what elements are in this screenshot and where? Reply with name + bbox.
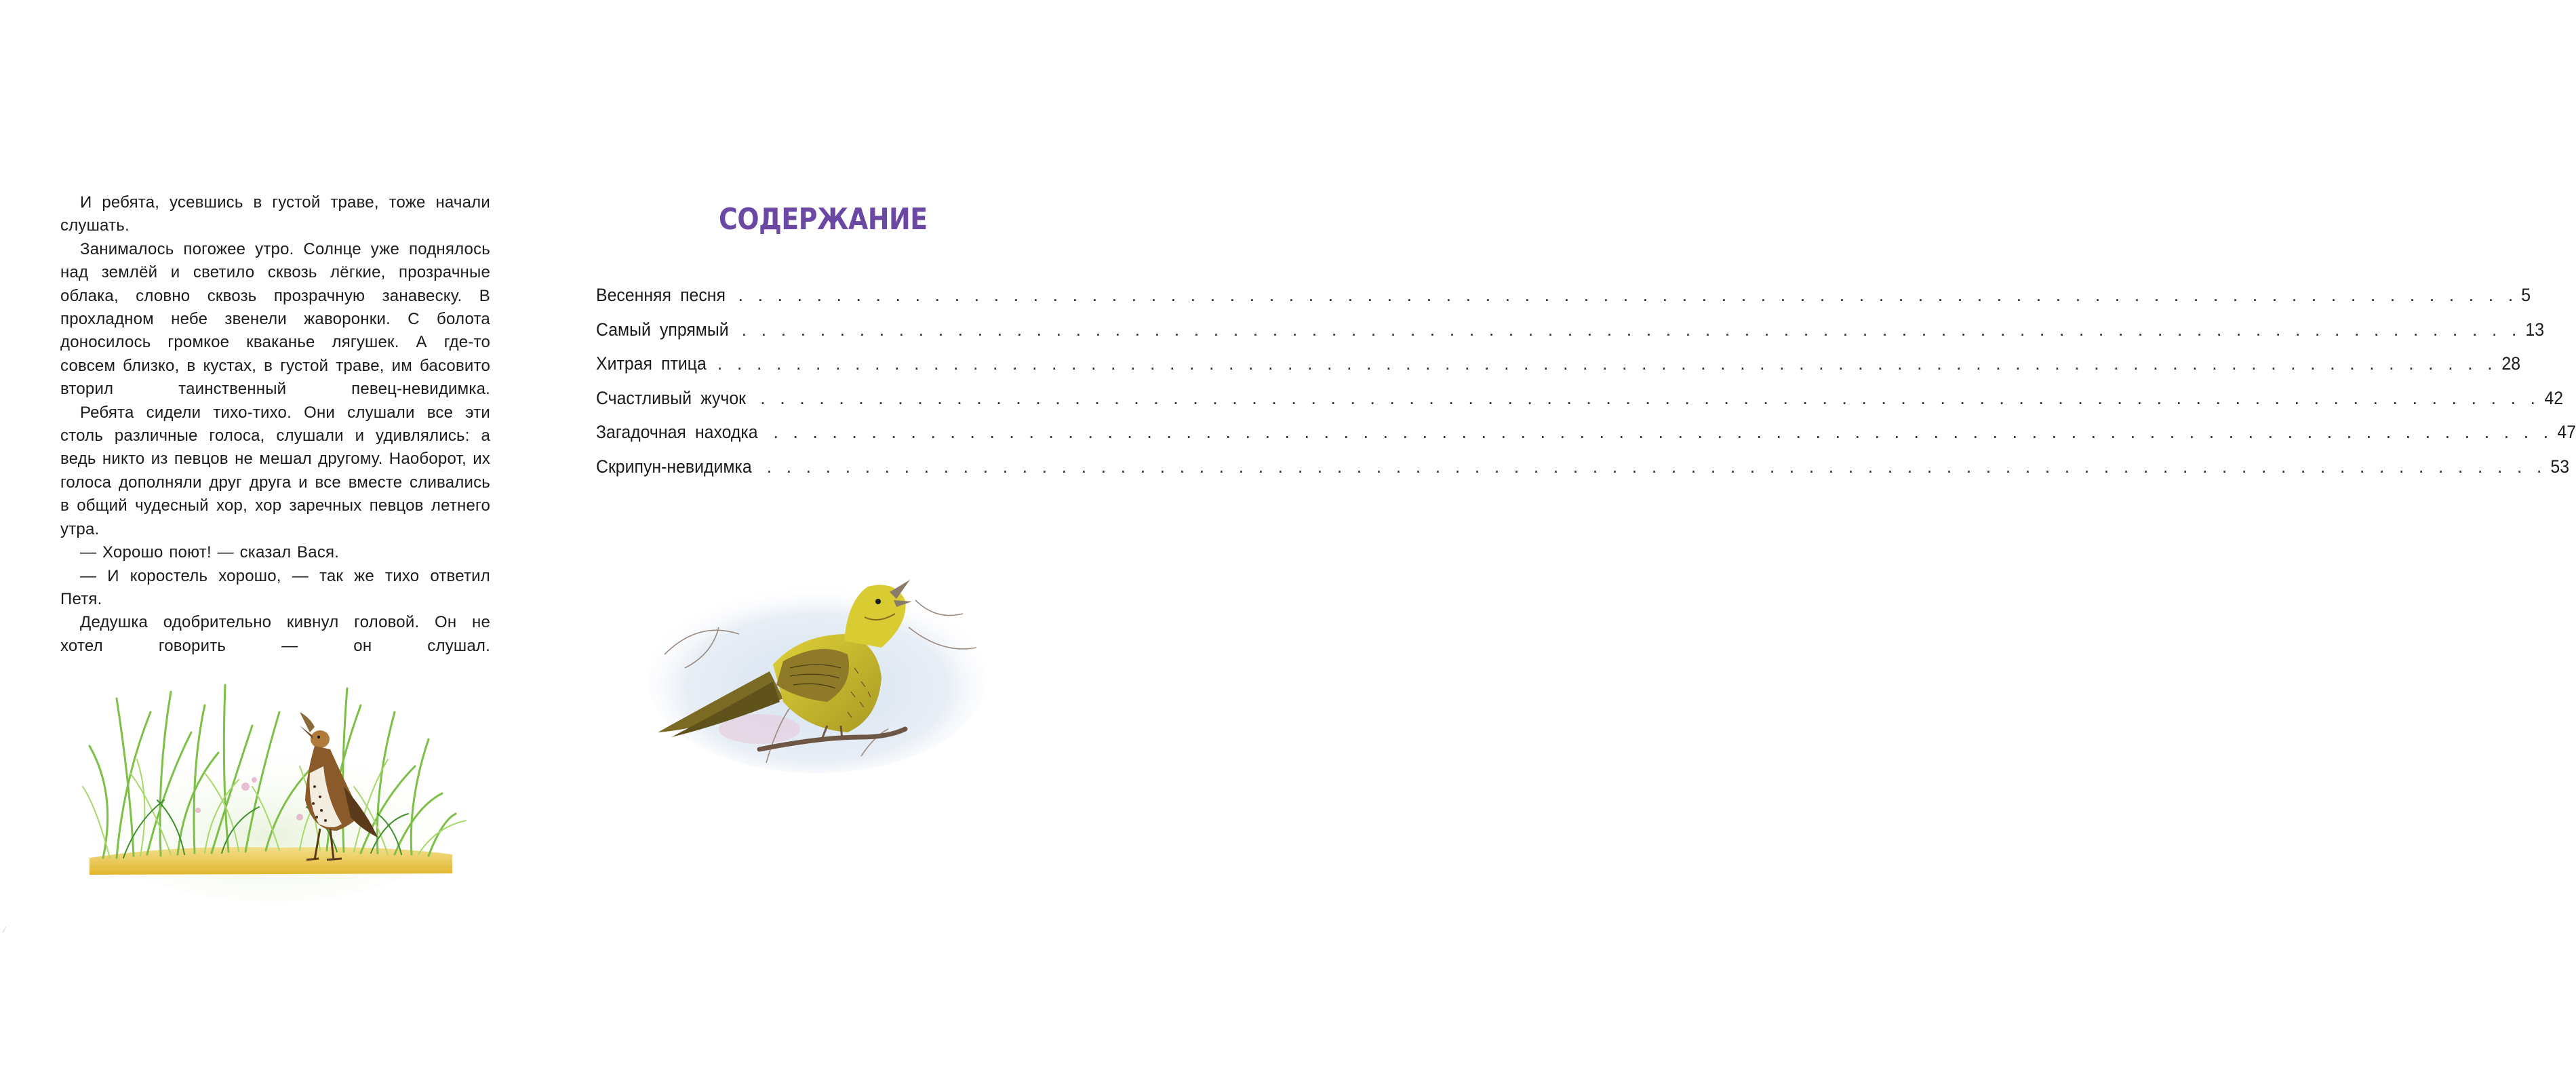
contents-entry[interactable] [596, 319, 2545, 354]
contents-leader: . . . . . . . . . . . . . . . . . . . . . . . . . . . . . . . . . . . . . . . . . . . . . . . . . . . . . . . . . . . . . . . . . . . . . . . . . . . . . . . . . . . . . . . . . . . [773, 422, 2554, 442]
contents-entry-title: Весенняя песня [596, 285, 726, 305]
contents-leader: . . . . . . . . . . . . . . . . . . . . . . . . . . . . . . . . . . . . . . . . . . . . . . . . . . . . . . . . . . . . . . . . . . . . . . . . . . . . . . . . . . . . . . . . . . . [741, 319, 2522, 340]
contents-entry[interactable] [596, 285, 2531, 319]
yellowhammer-on-branch-illustration [644, 559, 983, 776]
contents-entry[interactable] [596, 387, 2564, 422]
contents-entry-page: 5 [2521, 285, 2531, 305]
story-paragraph-6: Дедушка одобрительно кивнул головой. Он не хотел говорить — он слушал. [60, 613, 490, 655]
contents-entry-title: Хитрая птица [596, 353, 707, 374]
story-text [60, 191, 490, 658]
story-paragraph-5: — И коростель хорошо, — так же тихо ответил Петя. [60, 566, 490, 608]
contents-entry[interactable] [596, 353, 2520, 388]
corner-mark: ⁄ [4, 925, 6, 934]
contents-entry[interactable] [596, 456, 2570, 491]
story-paragraph-3: Ребята сидели тихо-тихо. Они слушали все эти столь различные голоса, слушали и удивлялись: а ведь никто из певцов не мешал другому. Наоборот, их голоса дополняли друг друга и все вместе сливались в общий чудесный хор, хор заречных певцов летнего утра. [60, 403, 490, 538]
story-paragraph-2: Занималось погожее утро. Солнце уже поднялось над землёй и светило сквозь лёгкие, прозрачные облака, словно сквозь прозрачную занавеску. В прохладном небе звенели жаворонки. С болота доносилось громкое кваканье лягушек. А где-то совсем близко, в кустах, в густой траве, им басовито вторил таинственный певец-невидимка. [60, 239, 490, 399]
contents-entry-page: 28 [2501, 353, 2520, 374]
contents-entry-page: 13 [2525, 319, 2545, 340]
lark-in-grass-illustration [76, 685, 469, 909]
contents-title: СОДЕРЖАНИЕ [719, 202, 928, 237]
contents-list [596, 285, 2576, 490]
story-paragraph-4: — Хорошо поют! — сказал Вася. [80, 543, 340, 562]
contents-entry[interactable] [596, 422, 2576, 456]
contents-entry-title: Скрипун-невидимка [596, 456, 752, 477]
contents-entry-page: 47 [2557, 422, 2576, 442]
contents-entry-title: Самый упрямый [596, 319, 729, 340]
contents-entry-page: 53 [2550, 456, 2570, 477]
contents-entry-title: Счастливый жучок [596, 387, 747, 408]
contents-entry-page: 42 [2544, 387, 2564, 408]
contents-leader: . . . . . . . . . . . . . . . . . . . . . . . . . . . . . . . . . . . . . . . . . . . . . . . . . . . . . . . . . . . . . . . . . . . . . . . . . . . . . . . . . . . . . . . . . . . [760, 387, 2540, 408]
contents-leader: . . . . . . . . . . . . . . . . . . . . . . . . . . . . . . . . . . . . . . . . . . . . . . . . . . . . . . . . . . . . . . . . . . . . . . . . . . . . . . . . . . . . . . . . . . . [717, 353, 2497, 374]
story-paragraph-1: И ребята, усевшись в густой траве, тоже начали слушать. [60, 193, 490, 235]
contents-leader: . . . . . . . . . . . . . . . . . . . . . . . . . . . . . . . . . . . . . . . . . . . . . . . . . . . . . . . . . . . . . . . . . . . . . . . . . . . . . . . . . . . . . . . . . . . [738, 285, 2518, 305]
contents-leader: . . . . . . . . . . . . . . . . . . . . . . . . . . . . . . . . . . . . . . . . . . . . . . . . . . . . . . . . . . . . . . . . . . . . . . . . . . . . . . . . . . . . . . . . . . . [766, 456, 2547, 477]
contents-entry-title: Загадочная находка [596, 422, 758, 442]
